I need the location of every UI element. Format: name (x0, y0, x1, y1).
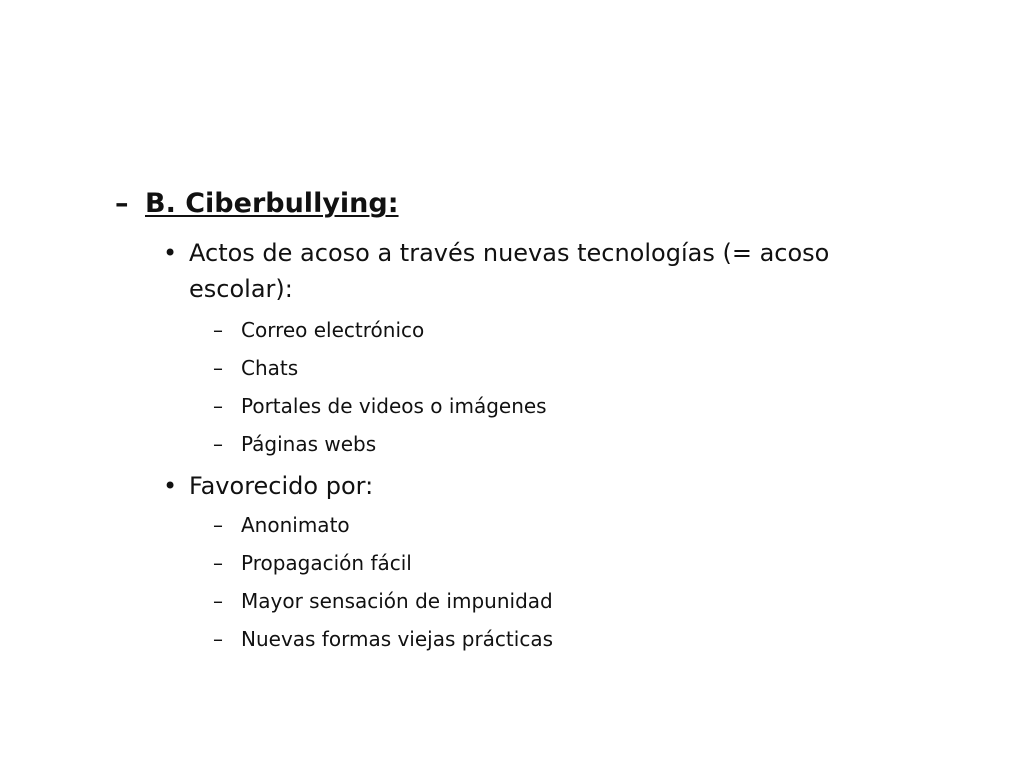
subitem-dash: – (213, 551, 223, 575)
bullet-1-line-1: Actos de acoso a través nuevas tecnologías (= acoso (189, 239, 830, 267)
subitem-dash: – (213, 627, 223, 651)
subitem-dash: – (213, 432, 223, 456)
bullet-2-marker: • (163, 472, 178, 500)
subitem-text: Anonimato (241, 513, 350, 537)
heading-text: B. Ciberbullying: (145, 188, 399, 219)
subitem-dash: – (213, 394, 223, 418)
bullet-2-line-1: Favorecido por: (189, 472, 374, 500)
subitem-text: Propagación fácil (241, 551, 412, 575)
subitem-text: Páginas webs (241, 432, 377, 456)
subitem-dash: – (213, 318, 223, 342)
subitem-text: Portales de videos o imágenes (241, 394, 547, 418)
bullet-1-continuation (189, 275, 293, 303)
heading-dash-marker: – (115, 188, 129, 219)
subitem-text: Correo electrónico (241, 318, 425, 342)
bullet-1-marker: • (163, 239, 178, 267)
bullet-1-line-2: escolar): (189, 275, 293, 303)
subitem-text: Chats (241, 356, 299, 380)
subitem-dash: – (213, 356, 223, 380)
subitem-dash: – (213, 589, 223, 613)
subitem-text: Nuevas formas viejas prácticas (241, 627, 554, 651)
subitem-dash: – (213, 513, 223, 537)
subitem-text: Mayor sensación de impunidad (241, 589, 553, 613)
